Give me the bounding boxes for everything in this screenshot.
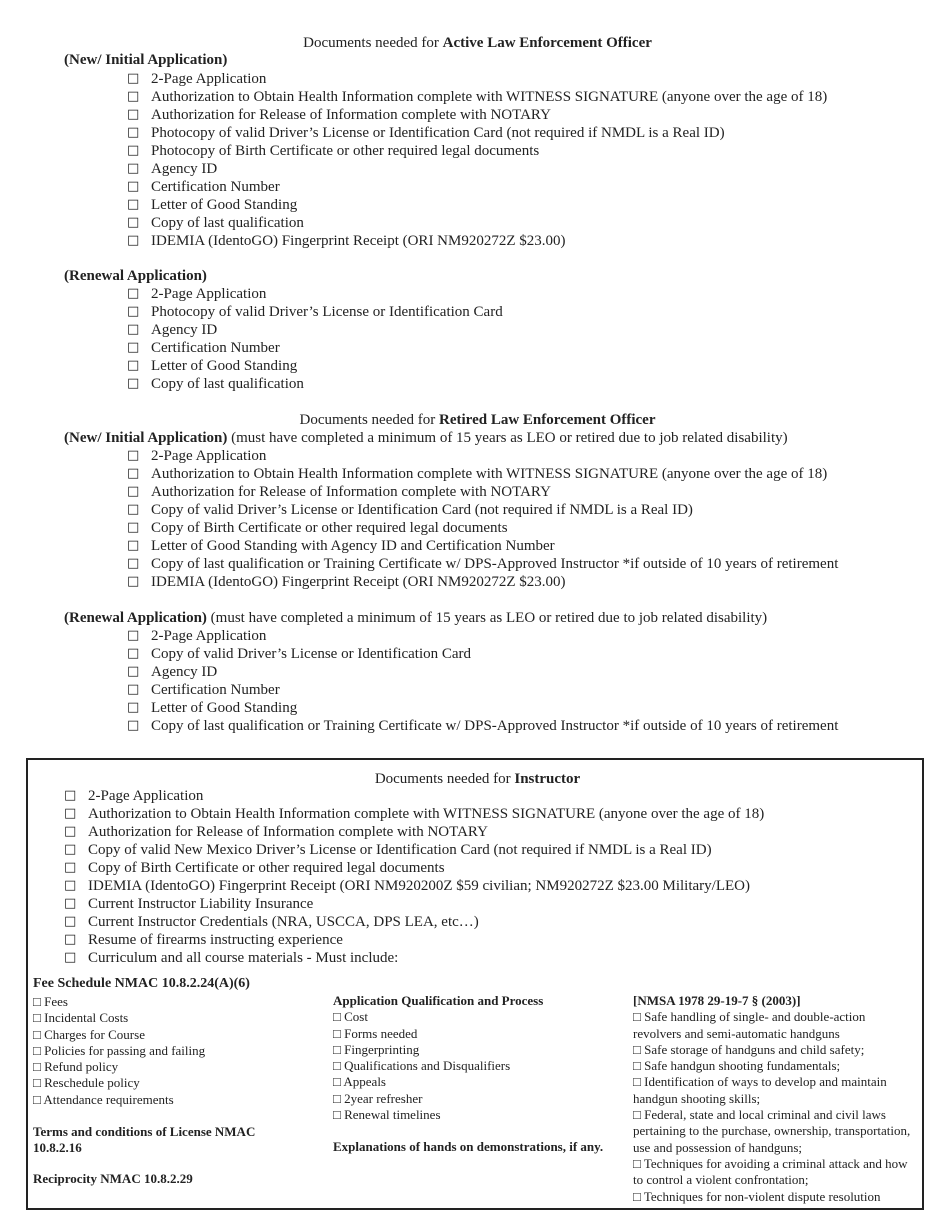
nmsa-item — [633, 1042, 913, 1058]
item-text: 2year refresher — [344, 1090, 423, 1106]
item-text: Safe handling of single- and double-action revolvers and semi-automatic handguns — [633, 1009, 866, 1041]
checklist-item: □ Authorization for Release of Information complete with NOTARY — [64, 823, 764, 841]
fee-item — [33, 1075, 313, 1091]
item-text: Fingerprinting — [344, 1041, 420, 1057]
retired-initial-label: (New/ Initial Application) (must have completed a minimum of 15 years as LEO or retired due to job related disability) — [64, 430, 788, 446]
item-text: Federal, state and local criminal and civil laws pertaining to the purchase, ownership, transportation, use and possession of handguns; — [633, 1107, 911, 1155]
checkbox-icon: □ — [333, 1025, 345, 1041]
item-text: Safe handgun shooting fundamentals; — [644, 1058, 841, 1074]
checkbox-icon: □ — [33, 1010, 45, 1026]
checkbox-icon: □ — [633, 1188, 644, 1204]
item-text: Reschedule policy — [44, 1075, 140, 1091]
application-heading: Application Qualification and Process — [333, 993, 544, 1008]
fee-item — [33, 1010, 313, 1026]
checklist-item: □ Authorization for Release of Information complete with NOTARY — [127, 106, 827, 124]
nmsa-item — [633, 1009, 913, 1042]
fee-item — [33, 1059, 313, 1075]
application-column — [333, 993, 618, 1156]
checklist-item: □ Authorization for Release of Information complete with NOTARY — [127, 483, 838, 501]
retired-initial-list — [127, 447, 838, 591]
checkbox-icon: □ — [333, 1090, 345, 1106]
checklist-item: □ Copy of last qualification or Training Certificate w/ DPS-Approved Instructor *if outside of 10 years of retirement — [127, 555, 838, 573]
item-text: Refund policy — [44, 1059, 119, 1075]
checkbox-icon: □ — [633, 1058, 645, 1074]
item-text: Renewal timelines — [344, 1107, 441, 1123]
application-item — [333, 1058, 618, 1074]
nmsa-list — [633, 1009, 913, 1205]
checkbox-icon: □ — [333, 1041, 345, 1057]
instructor-list — [64, 787, 764, 967]
retired-renewal-list — [127, 627, 838, 735]
item-text: Safe storage of handguns and child safety; — [644, 1041, 865, 1057]
checkbox-icon: □ — [33, 1026, 45, 1042]
checklist-item: □ Copy of valid Driver’s License or Identification Card — [127, 645, 838, 663]
application-item — [333, 1107, 618, 1123]
retired-renewal-label: (Renewal Application) (must have completed a minimum of 15 years as LEO or retired due to job related disability) — [64, 610, 768, 626]
nmsa-item — [633, 1156, 913, 1189]
checkbox-icon: □ — [633, 1041, 645, 1057]
item-text: Techniques for non-violent dispute resolution — [643, 1188, 881, 1204]
checkbox-icon: □ — [33, 1059, 45, 1075]
checkbox-icon: □ — [633, 1074, 645, 1090]
item-text: Attendance requirements — [43, 1091, 174, 1107]
checklist-item: □ Agency ID — [127, 663, 838, 681]
checklist-item: □ IDEMIA (IdentoGO) Fingerprint Receipt (ORI NM920272Z $23.00) — [127, 573, 838, 591]
checklist-item: □ Copy of Birth Certificate or other required legal documents — [64, 859, 764, 877]
checklist-item: □ Copy of Birth Certificate or other required legal documents — [127, 519, 838, 537]
checkbox-icon: □ — [33, 1075, 45, 1091]
checklist-item: □ Letter of Good Standing — [127, 196, 827, 214]
checklist-item: □ Current Instructor Credentials (NRA, USCCA, DPS LEA, etc…) — [64, 913, 764, 931]
checklist-item: □ Copy of valid Driver’s License or Identification Card (not required if NMDL is a Real ID) — [127, 501, 838, 519]
checkbox-icon: □ — [33, 1091, 44, 1107]
item-text: Identification of ways to develop and maintain handgun shooting skills; — [633, 1074, 887, 1106]
checkbox-icon: □ — [333, 1107, 345, 1123]
fee-item — [33, 1092, 313, 1108]
checklist-item: □ Copy of last qualification — [127, 214, 827, 232]
demo-heading: Explanations of hands on demonstrations, if any. — [333, 1139, 604, 1155]
checklist-item: □ Copy of last qualification — [127, 375, 503, 393]
nmsa-item — [633, 1074, 913, 1107]
fee-item — [33, 994, 313, 1010]
checkbox-icon: □ — [333, 1009, 345, 1025]
application-item — [333, 1009, 618, 1025]
active-renewal-list — [127, 285, 503, 393]
checklist-item: □ Photocopy of Birth Certificate or other required legal documents — [127, 142, 827, 160]
checklist-item: □ Photocopy of valid Driver’s License or Identification Card (not required if NMDL is a Real ID) — [127, 124, 827, 142]
item-text: Charges for Course — [44, 1026, 145, 1042]
checklist-item: □ Authorization to Obtain Health Information complete with WITNESS SIGNATURE (anyone over the age of 18) — [64, 805, 764, 823]
checkbox-icon: □ — [333, 1058, 345, 1074]
item-text: Appeals — [343, 1074, 386, 1090]
item-text: Incidental Costs — [44, 1010, 129, 1026]
checklist-item: □ IDEMIA (IdentoGO) Fingerprint Receipt (ORI NM920272Z $23.00) — [127, 232, 827, 250]
checklist-item: □ Letter of Good Standing — [127, 699, 838, 717]
nmsa-item — [633, 1058, 913, 1074]
application-item — [333, 1042, 618, 1058]
checkbox-icon: □ — [333, 1074, 344, 1090]
checklist-item: □ Letter of Good Standing — [127, 357, 503, 375]
checklist-item: □ 2-Page Application — [127, 70, 827, 88]
item-text: Qualifications and Disqualifiers — [344, 1058, 511, 1074]
fee-column — [33, 976, 313, 1187]
checkbox-icon: □ — [633, 1107, 645, 1123]
application-item — [333, 1091, 618, 1107]
checklist-item: □ Agency ID — [127, 160, 827, 178]
nmsa-item — [633, 1189, 913, 1205]
retired-heading: Documents needed for Retired Law Enforcement Officer — [299, 412, 656, 428]
active-initial-label: (New/ Initial Application) — [64, 52, 228, 68]
application-list — [333, 1009, 618, 1123]
item-text: Policies for passing and failing — [44, 1042, 206, 1058]
active-initial-list — [127, 70, 827, 250]
checklist-item: □ Authorization to Obtain Health Information complete with WITNESS SIGNATURE (anyone over the age of 18) — [127, 465, 838, 483]
checklist-item: □ Copy of last qualification or Training Certificate w/ DPS-Approved Instructor *if outside of 10 years of retirement — [127, 717, 838, 735]
active-renewal-label: (Renewal Application) — [64, 268, 207, 284]
item-text: Forms needed — [344, 1025, 418, 1041]
item-text: Techniques for avoiding a criminal attack and how to control a violent confrontation; — [633, 1155, 908, 1188]
nmsa-item — [633, 1107, 913, 1156]
checklist-item: □ Letter of Good Standing with Agency ID and Certification Number — [127, 537, 838, 555]
checklist-item: □ IDEMIA (IdentoGO) Fingerprint Receipt (ORI NM920200Z $59 civilian; NM920272Z $23.00 Military/LEO) — [64, 877, 764, 895]
checklist-item: □ 2-Page Application — [64, 787, 764, 805]
checklist-item: □ Certification Number — [127, 178, 827, 196]
checklist-item: □ 2-Page Application — [127, 447, 838, 465]
application-item — [333, 1026, 618, 1042]
checklist-item: □ Certification Number — [127, 681, 838, 699]
checklist-item: □ 2-Page Application — [127, 285, 503, 303]
nmsa-column — [633, 993, 913, 1205]
item-text: Cost — [344, 1009, 368, 1025]
checklist-item: □ Certification Number — [127, 339, 503, 357]
fee-item — [33, 1027, 313, 1043]
nmsa-heading: [NMSA 1978 29-19-7 § (2003)] — [633, 993, 801, 1008]
item-text: Fees — [44, 994, 68, 1009]
active-heading: Documents needed for Active Law Enforcement Officer — [303, 35, 652, 51]
checklist-item: □ Agency ID — [127, 321, 503, 339]
checkbox-icon: □ — [33, 994, 45, 1009]
checklist-item: □ Current Instructor Liability Insurance — [64, 895, 764, 913]
checklist-item: □ Photocopy of valid Driver’s License or Identification Card — [127, 303, 503, 321]
checkbox-icon: □ — [633, 1009, 645, 1025]
reciprocity-heading: Reciprocity NMAC 10.8.2.29 — [33, 1170, 193, 1186]
checklist-item: □ Resume of firearms instructing experience — [64, 931, 764, 949]
checklist-item: □ Curriculum and all course materials - Must include: — [64, 949, 764, 967]
application-item — [333, 1074, 618, 1090]
fee-item — [33, 1043, 313, 1059]
checklist-item: □ Copy of valid New Mexico Driver’s License or Identification Card (not required if NMDL is a Real ID) — [64, 841, 764, 859]
checklist-item: □ Authorization to Obtain Health Information complete with WITNESS SIGNATURE (anyone over the age of 18) — [127, 88, 827, 106]
fee-heading: Fee Schedule NMAC 10.8.2.24(A)(6) — [33, 976, 250, 991]
instructor-heading: Documents needed for Instructor — [374, 771, 581, 787]
checklist-item: □ 2-Page Application — [127, 627, 838, 645]
checkbox-icon: □ — [33, 1042, 45, 1058]
checkbox-icon: □ — [633, 1155, 644, 1171]
fee-list — [33, 994, 313, 1108]
terms-heading: Terms and conditions of License NMAC 10.8.2.16 — [33, 1124, 256, 1156]
